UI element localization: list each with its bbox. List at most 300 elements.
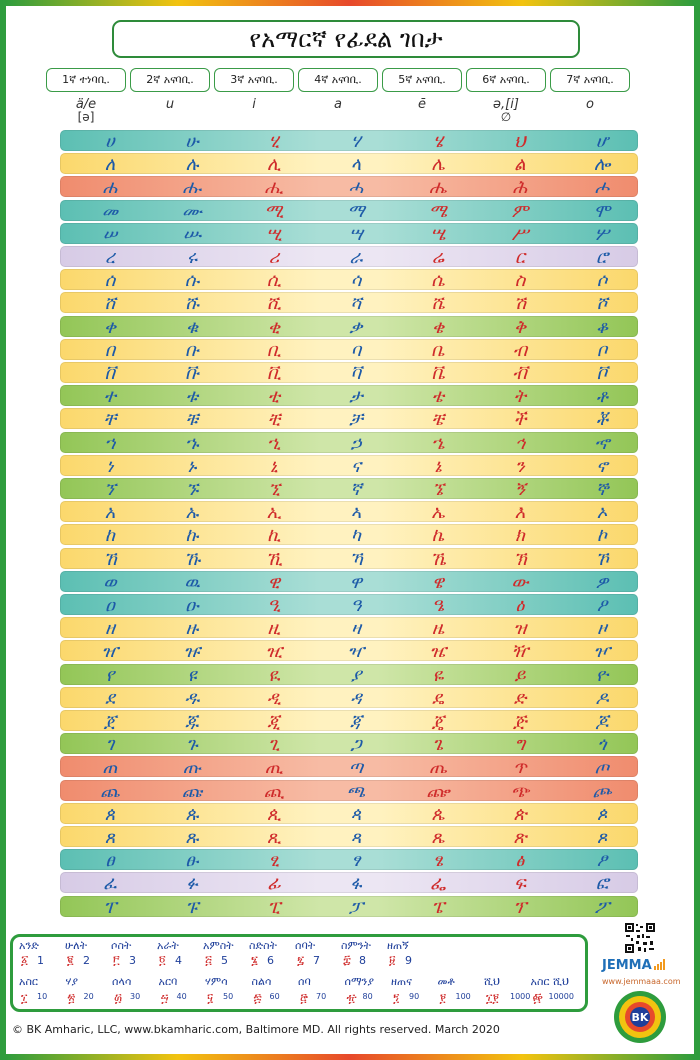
fidel-glyph: ፊ [267,873,281,895]
fidel-glyph: ሰ [104,270,116,292]
fidel-row [60,153,638,174]
fidel-glyph: ት [513,386,527,408]
bk-logo-icon [613,990,667,1044]
order-pill-1: 1ኛ ተነባቢ. [46,68,126,92]
fidel-glyph: ዛ [351,618,361,640]
fidel-glyph: ጆ [595,711,609,732]
fidel-glyph: ዲ [266,687,282,709]
fidel-glyph: ቼ [431,409,445,431]
qr-code-icon [624,922,656,954]
fidel-glyph: ቴ [431,386,445,408]
vowel-main: ä/e [75,97,97,112]
number-value: 50 [223,992,234,1001]
fidel-glyph: ጳ [350,803,362,825]
fidel-glyph: ዬ [432,664,444,686]
fidel-glyph: ሠ [102,223,118,245]
fidel-row [60,710,638,731]
fidel-glyph: ኄ [431,432,445,454]
fidel-glyph: ከ [105,525,115,547]
fidel-glyph: ጅ [513,711,527,732]
fidel-glyph: ዩ [187,664,197,686]
number-word: ሰባት [295,939,316,952]
vowel-main: ē [418,97,426,112]
vowel-main: i [252,97,256,112]
fidel-glyph: ሀ [105,131,115,152]
fidel-glyph: ሚ [264,200,284,222]
fidel-glyph: ጀ [103,711,117,732]
fidel-glyph: ፋ [350,873,362,895]
fidel-glyph: ና [351,455,361,477]
number-word: አራት [157,939,179,952]
fidel-glyph: ዓ [350,595,362,616]
fidel-glyph: ሞ [593,200,611,222]
number-value: 6 [267,954,274,967]
fidel-glyph: ፐ [103,896,117,918]
number-glyph: ፲፻ [486,991,500,1005]
number-value: 3 [129,954,136,967]
number-glyph: ፷ [253,991,262,1005]
fidel-glyph: ኪ [267,525,281,547]
number-value: 4 [175,954,182,967]
fidel-glyph: ኾ [595,548,609,570]
number-value: 1 [37,954,44,967]
vowel-main: a [334,97,342,112]
fidel-glyph: ፂ [268,850,280,872]
fidel-row [60,269,638,290]
fidel-glyph: ሻ [350,293,362,315]
fidel-row [60,130,638,151]
number-word: ሰባ [298,975,311,988]
fidel-glyph: ዴ [431,687,445,709]
fidel-glyph: ክ [515,525,525,547]
fidel-glyph: ጄ [431,711,445,732]
vowel-label-6 [466,98,546,124]
fidel-glyph: ኹ [183,548,201,570]
fidel-glyph: ሔ [429,177,447,199]
number-word: አርባ [158,975,178,988]
vowel-label-2 [130,98,210,111]
fidel-glyph: ኂ [267,432,281,454]
fidel-row [60,640,638,661]
fidel-glyph: ጾ [596,827,608,848]
fidel-glyph: ሤ [430,223,446,245]
fidel-glyph: ጨ [100,780,120,802]
fidel-glyph: ፉ [186,873,198,895]
fidel-row [60,733,638,754]
fidel-glyph: ኬ [431,525,445,547]
number-glyph: ፰ [343,953,351,967]
fidel-glyph: ኤ [431,502,445,524]
copyright-footer: © BK Amharic, LLC, www.bkamharic.com, Baltimore MD. All rights reserved. March 2020 [12,1023,500,1036]
fidel-glyph: ጉ [186,734,198,756]
fidel-glyph: ዕ [515,595,525,616]
fidel-row [60,872,638,893]
fidel-glyph: ማ [347,200,365,222]
fidel-glyph: ኡ [185,502,199,524]
number-value: 100 [455,992,471,1001]
fidel-glyph: ጠ [102,757,118,779]
fidel-glyph: ፎ [595,873,609,895]
fidel-glyph: ጬ [426,780,450,802]
fidel-glyph: ኆ [594,432,610,454]
number-value: 80 [362,992,373,1001]
fidel-row [60,339,638,360]
fidel-glyph: ቱ [185,386,199,408]
fidel-glyph: ቩ [184,363,200,384]
fidel-glyph: ዔ [431,595,445,616]
fidel-glyph: በ [104,339,116,361]
vowel-label-4 [298,98,378,111]
fidel-glyph: ዢ [265,641,283,663]
fidel-glyph: ፒ [267,896,281,918]
number-value: 2 [83,954,90,967]
logo-text: BK [631,1011,649,1024]
fidel-glyph: መ [101,200,119,222]
fidel-glyph: ፁ [185,850,199,872]
fidel-glyph: ዪ [268,664,280,686]
number-glyph: ፱ [389,953,396,967]
fidel-glyph: ሩ [186,247,198,268]
fidel-glyph: ሹ [184,293,200,315]
fidel-glyph: ሺ [266,293,282,315]
vowel-label-1 [46,98,126,124]
fidel-glyph: ቆ [595,316,609,338]
fidel-glyph: ዑ [185,595,199,616]
fidel-glyph: ጊ [268,734,280,756]
fidel-glyph: ም [511,200,529,222]
fidel-glyph: ሕ [512,177,528,199]
fidel-glyph: ፖ [594,896,610,918]
number-word: ሁለት [65,939,87,952]
fidel-glyph: ነ [106,455,114,477]
fidel-glyph: ቢ [266,339,282,361]
fidel-glyph: ቤ [431,339,445,361]
fidel-glyph: ኦ [596,502,608,524]
fidel-glyph: ዚ [267,618,281,640]
fidel-glyph: ዎ [595,571,609,593]
fidel-glyph: ሄ [433,131,443,152]
fidel-row [60,362,638,383]
fidel-glyph: ጎ [597,734,607,756]
number-glyph: ፹ [346,991,357,1005]
signal-bars-icon [654,959,666,970]
fidel-glyph: ል [514,154,526,176]
fidel-glyph: ሾ [596,293,608,315]
fidel-glyph: ኞ [595,479,609,500]
number-word: ሃምሳ [205,975,228,988]
fidel-glyph: ጺ [266,827,282,848]
number-glyph: ፺ [393,991,400,1005]
fidel-glyph: ኼ [430,548,446,570]
number-glyph: ፵ [160,991,169,1005]
numbers-panel [10,934,588,1012]
fidel-glyph: ስ [514,270,526,292]
fidel-glyph: ታ [349,386,363,408]
fidel-glyph: ዥ [511,641,529,663]
fidel-glyph: ጤ [429,757,447,779]
number-glyph: ፩ [21,953,29,967]
fidel-glyph: ኘ [104,479,116,500]
fidel-glyph: ኻ [349,548,363,570]
fidel-glyph: ሼ [431,293,445,315]
vowel-main: ə,[i] [493,97,519,112]
brand-url[interactable]: www.jemmaaa.com [602,977,681,986]
fidel-glyph: ሬ [431,247,445,268]
fidel-glyph: የ [105,664,115,686]
fidel-glyph: ዋ [349,571,363,593]
fidel-glyph: ጽ [513,827,527,848]
fidel-glyph: ኮ [597,525,607,547]
fidel-glyph: ኖ [596,455,608,477]
fidel-glyph: ች [513,409,527,431]
fidel-glyph: ዐ [105,595,115,616]
fidel-glyph: ቾ [596,409,608,431]
fidel-glyph: ፅ [515,850,525,872]
fidel-glyph: ቺ [267,409,281,431]
fidel-glyph: ሌ [431,154,445,176]
fidel-glyph: ጫ [346,780,366,802]
fidel-row [60,849,638,870]
fidel-row [60,687,638,708]
fidel-glyph: ዮ [595,664,609,686]
fidel-glyph: ዊ [267,571,281,593]
fidel-glyph: ጲ [266,803,282,825]
fidel-glyph: ቦ [596,339,608,361]
fidel-glyph: ሸ [104,293,116,315]
fidel-row [60,176,638,197]
fidel-glyph: ዡ [183,641,201,663]
order-pill-6: 6ኛ አናባቢ. [466,68,546,92]
fidel-glyph: ጹ [185,827,199,848]
number-value: 5 [221,954,228,967]
fidel-glyph: ቬ [431,363,445,384]
fidel-glyph: ሎ [593,154,611,176]
fidel-row [60,432,638,453]
fidel-glyph: ሆ [595,131,609,152]
fidel-glyph: ሜ [428,200,448,222]
order-pill-3: 3ኛ አናባቢ. [214,68,294,92]
fidel-glyph: ኔ [434,455,442,477]
fidel-glyph: ኀ [104,432,116,454]
vowel-sound-header [44,98,680,126]
number-glyph: ፯ [297,953,305,967]
number-value: 40 [176,992,187,1001]
fidel-glyph: ዞ [597,618,607,640]
vowel-label-3 [214,98,294,111]
fidel-glyph: ቀ [103,316,117,338]
number-glyph: ፪ [67,953,74,967]
number-glyph: ፳ [67,991,76,1005]
number-word: ሺህ [484,975,500,988]
fidel-glyph: ላ [350,154,362,176]
fidel-glyph: ጢ [264,757,284,779]
fidel-glyph: ድ [513,687,527,709]
fidel-glyph: ፓ [348,896,364,918]
page-title: የአማርኛ የፊደል ገበታ [112,20,580,58]
fidel-glyph: ዤ [429,641,447,663]
fidel-glyph: ኜ [432,479,444,500]
number-value: 90 [409,992,420,1001]
fidel-glyph: ኑ [187,455,197,477]
number-word: ስድስት [249,939,277,952]
fidel-glyph: ጡ [182,757,202,779]
fidel-glyph: ጣ [348,757,364,779]
fidel-glyph: ኛ [350,479,362,500]
fidel-glyph: ወ [103,571,117,593]
number-word: ዘጠኝ [387,939,409,952]
fidel-glyph: ኚ [268,479,280,500]
number-value: 10 [37,992,48,1001]
fidel-glyph: ዖ [596,595,608,616]
fidel-glyph: ዦ [593,641,611,663]
fidel-glyph: ዠ [101,641,119,663]
number-glyph: ፴ [114,991,123,1005]
number-glyph: ፶ [207,991,214,1005]
fidel-row [60,478,638,499]
fidel-glyph: ጃ [350,711,362,732]
fidel-row [60,408,638,429]
fidel-glyph: ቪ [266,363,282,384]
number-word: ስምንት [341,939,371,952]
fidel-glyph: ዘ [105,618,115,640]
fidel-row [60,316,638,337]
number-word: መቶ [437,975,455,988]
fidel-glyph: ኢ [266,502,282,524]
number-glyph: ፻ [439,991,447,1005]
fidel-glyph: ጌ [432,734,444,756]
number-word: ዘጠና [391,975,412,988]
number-value: 10000 [548,992,574,1001]
fidel-glyph: ፕ [513,896,527,918]
fidel-glyph: ሊ [267,154,281,176]
fidel-glyph: ጼ [431,827,445,848]
fidel-glyph: ፃ [351,850,361,872]
fidel-glyph: ኁ [185,432,199,454]
fidel-glyph: ጱ [185,803,199,825]
fidel-glyph: ሽ [513,293,527,315]
fidel-glyph: ቮ [596,363,608,384]
fidel-glyph: ብ [512,339,528,361]
fidel-row [60,826,638,847]
fidel-row [60,594,638,615]
vowel-label-5 [382,98,462,111]
fidel-glyph: ያ [350,664,362,686]
number-word: ሰማንያ [344,975,374,988]
fidel-glyph: ጋ [350,734,362,756]
fidel-glyph: ሉ [185,154,199,176]
vowel-order-header [44,68,680,92]
vowel-sub: [ə] [77,110,95,124]
fidel-glyph: ጮ [592,780,612,802]
order-pill-7: 7ኛ አናባቢ. [550,68,630,92]
fidel-glyph: ራ [349,247,363,268]
fidel-glyph: ሒ [264,177,284,199]
fidel-row [60,617,638,638]
fidel-row [60,246,638,267]
fidel-glyph: ቅ [513,316,527,338]
fidel-glyph: ኺ [265,548,283,570]
number-glyph: ፬ [159,953,166,967]
fidel-glyph: ደ [105,687,115,709]
fidel-glyph: ቶ [596,386,608,408]
fidel-glyph: ዌ [432,571,444,593]
fidel-row [60,571,638,592]
fidel-glyph: ሙ [182,200,202,222]
fidel-glyph: ዳ [350,687,362,709]
fidel-glyph: ጪ [263,780,285,802]
fidel-glyph: ጻ [350,827,362,848]
fidel-glyph: ጦ [594,757,610,779]
fidel-row [60,200,638,221]
fidel-glyph: ጁ [185,711,199,732]
fidel-glyph: ሪ [268,247,280,268]
number-glyph: ፸ [300,991,308,1005]
fidel-row [60,803,638,824]
vowel-label-7 [550,98,630,111]
fidel-glyph: ሳ [350,270,362,292]
fidel-glyph: ካ [351,525,361,547]
fidel-glyph: ሦ [594,223,610,245]
fidel-glyph: ቁ [185,316,199,338]
fidel-glyph: አ [104,502,116,524]
fidel-glyph: ቫ [350,363,362,384]
fidel-glyph: ዉ [184,571,200,593]
fidel-glyph: ዶ [595,687,609,709]
fidel-row [60,455,638,476]
fidel-glyph: ቄ [431,316,445,338]
fidel-glyph: ዱ [184,687,200,709]
fidel-glyph: ን [515,455,525,477]
number-value: 8 [359,954,366,967]
fidel-glyph: ኒ [270,455,278,477]
fidel-glyph: ዣ [347,641,365,663]
fidel-glyph: ረ [104,247,116,268]
fidel-glyph: እ [514,502,526,524]
fidel-glyph: ር [515,247,525,268]
fidel-glyph: ፌ [430,873,446,895]
number-glyph: ፼ [532,991,543,1005]
fidel-glyph: ኝ [514,479,526,500]
fidel-row [60,524,638,545]
fidel-glyph: ለ [104,154,116,176]
fidel-glyph: ሃ [351,131,361,152]
number-glyph: ፫ [113,953,120,967]
fidel-glyph: ሥ [511,223,529,245]
fidel-glyph: ቹ [185,409,199,431]
fidel-glyph: ቡ [185,339,199,361]
fidel-glyph: ሓ [348,177,364,199]
fidel-glyph: ቲ [267,386,281,408]
fidel-glyph: ኣ [350,502,362,524]
fidel-glyph: ው [511,571,529,593]
order-pill-4: 4ኛ አናባቢ. [298,68,378,92]
fidel-glyph: ኅ [514,432,526,454]
order-pill-2: 2ኛ አናባቢ. [130,68,210,92]
fidel-glyph: ቨ [104,363,116,384]
number-word: አንድ [19,939,39,952]
fidel-glyph: ጂ [267,711,281,732]
fidel-glyph: ይ [514,664,526,686]
fidel-row [60,664,638,685]
number-value: 70 [316,992,327,1001]
fidel-glyph: ቭ [512,363,528,384]
fidel-glyph: ዜ [431,618,445,640]
number-value: 30 [130,992,141,1001]
fidel-glyph: ፈ [103,873,117,895]
fidel-glyph: ቸ [103,409,117,431]
fidel-glyph: ፆ [596,850,608,872]
fidel-glyph: ሢ [266,223,282,245]
